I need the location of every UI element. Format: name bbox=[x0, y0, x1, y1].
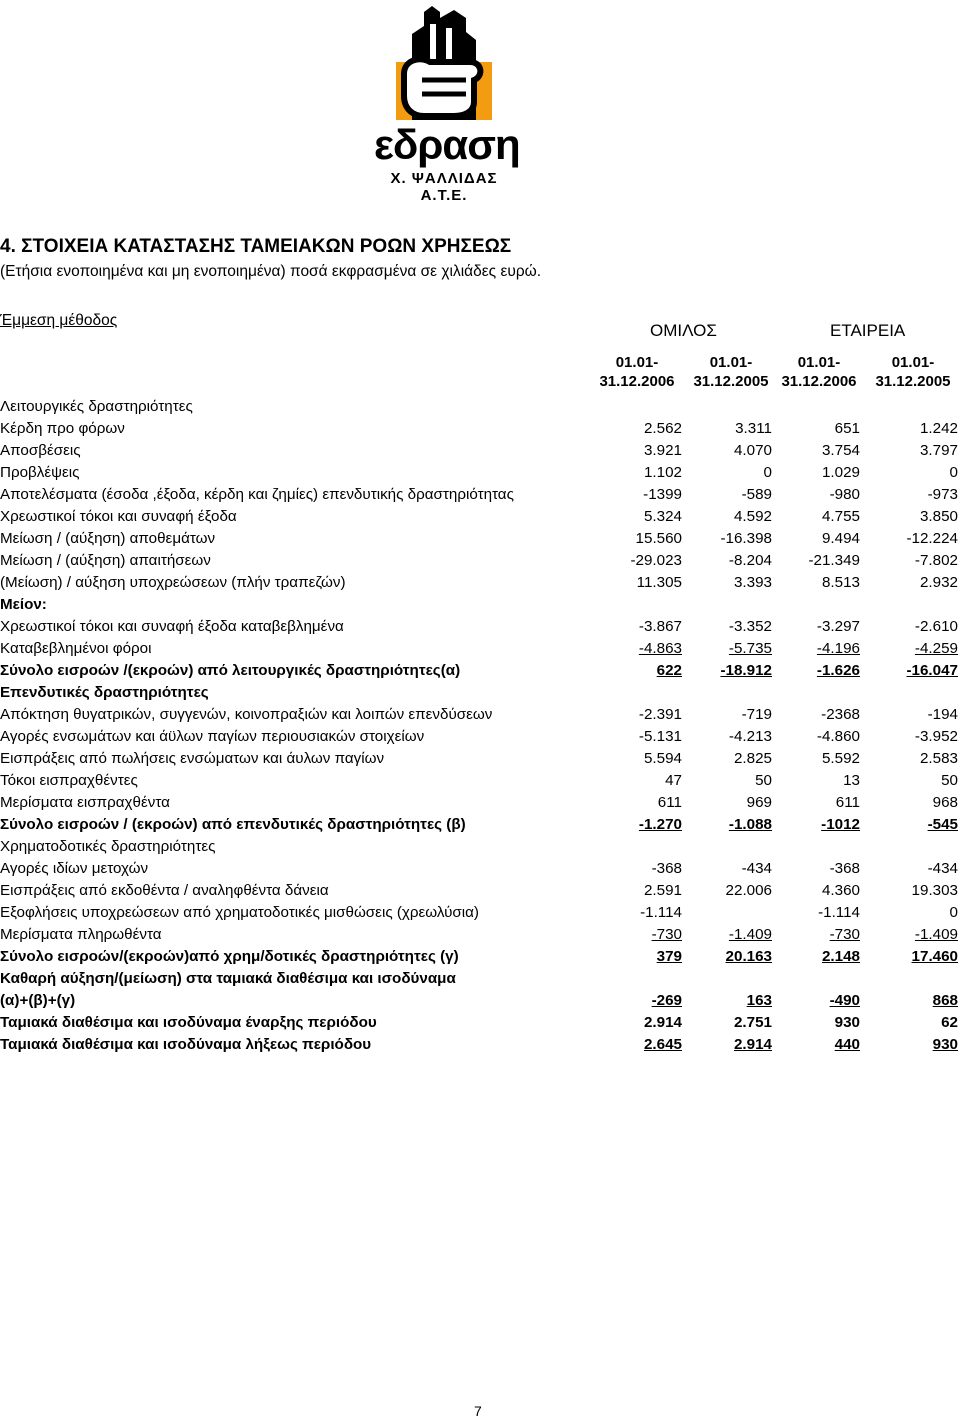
table-row bbox=[0, 550, 960, 572]
row-value-col3: 4.360 bbox=[821, 882, 860, 899]
table-row bbox=[0, 704, 960, 726]
row-label: Μείον: bbox=[0, 596, 47, 613]
row-label: Ταμιακά διαθέσιμα και ισοδύναμα λήξεως περιόδου bbox=[0, 1036, 372, 1053]
row-value-col1: -368 bbox=[651, 860, 682, 877]
column-header-line2: 31.12.2005 bbox=[875, 373, 951, 390]
row-value-col4: -7.802 bbox=[914, 552, 958, 569]
row-value-col4: 62 bbox=[941, 1014, 958, 1031]
column-header-line1: 01.01- bbox=[615, 354, 659, 371]
row-value-col3: 13 bbox=[843, 772, 860, 789]
group-header-etaireia: ΕΤΑΙΡΕΙΑ bbox=[830, 321, 906, 340]
row-value-col3: -980 bbox=[829, 486, 860, 503]
row-label: Απόκτηση θυγατρικών, συγγενών, κοινοπραξιών και λοιπών επενδύσεων bbox=[0, 706, 493, 723]
row-value-col3: -1012 bbox=[821, 816, 860, 833]
column-header-3 bbox=[774, 353, 864, 391]
column-header-line1: 01.01- bbox=[891, 354, 935, 371]
method-label: Έμμεση μέθοδος bbox=[0, 312, 118, 329]
row-label: (α)+(β)+(γ) bbox=[0, 992, 76, 1009]
row-label: Αγορές ενσωμάτων και άϋλων παγίων περιουσιακών στοιχείων bbox=[0, 728, 425, 745]
table-row bbox=[0, 902, 960, 924]
row-value-col4: -545 bbox=[927, 816, 958, 833]
row-value-col4: 3.850 bbox=[919, 508, 958, 525]
table-row bbox=[0, 880, 960, 902]
row-value-col1: 47 bbox=[665, 772, 682, 789]
table-row bbox=[0, 594, 960, 616]
logo-subtitle: Χ. ΨΑΛΛΙΔΑΣ Α.Τ.Ε. bbox=[390, 170, 498, 204]
row-value-col4: 2.932 bbox=[919, 574, 958, 591]
column-header-line2: 31.12.2006 bbox=[781, 373, 857, 390]
row-label: Μερίσματα εισπραχθέντα bbox=[0, 794, 170, 811]
row-label: Προβλέψεις bbox=[0, 464, 80, 481]
table-row bbox=[0, 418, 960, 440]
table-row bbox=[0, 572, 960, 594]
row-value-col2: 2.751 bbox=[733, 1014, 772, 1031]
row-value-col2: -16.398 bbox=[720, 530, 772, 547]
logo-wordmark: εδραση bbox=[374, 121, 520, 168]
table-row bbox=[0, 946, 960, 968]
row-label: Ταμιακά διαθέσιμα και ισοδύναμα έναρξης περιόδου bbox=[0, 1014, 377, 1031]
row-value-col2: -589 bbox=[741, 486, 772, 503]
row-value-col3: 4.755 bbox=[821, 508, 860, 525]
row-value-col3: -4.860 bbox=[816, 728, 860, 745]
row-label: Κέρδη προ φόρων bbox=[0, 420, 125, 437]
section-subtitle: (Ετήσια ενοποιημένα και μη ενοποιημένα) ποσά εκφρασμένα σε χιλιάδες ευρώ. bbox=[0, 263, 542, 280]
row-value-col1: 5.594 bbox=[643, 750, 682, 767]
page-number: 7 bbox=[474, 1403, 482, 1419]
table-row bbox=[0, 506, 960, 528]
row-value-col4: -973 bbox=[927, 486, 958, 503]
row-value-col4: 17.460 bbox=[911, 948, 958, 965]
row-label: Αποτελέσματα (έσοδα ,έξοδα, κέρδη και ζημίες) επενδυτικής δραστηριότητας bbox=[0, 486, 514, 503]
table-row bbox=[0, 726, 960, 748]
row-value-col3: -2368 bbox=[821, 706, 860, 723]
table-row bbox=[0, 1034, 960, 1056]
row-value-col2: -5.735 bbox=[728, 640, 772, 657]
row-value-col1: 11.305 bbox=[636, 574, 682, 591]
row-value-col4: -2.610 bbox=[914, 618, 958, 635]
row-value-col3: -21.349 bbox=[808, 552, 860, 569]
row-value-col2: -4.213 bbox=[728, 728, 772, 745]
row-value-col1: 611 bbox=[657, 794, 682, 811]
row-value-col4: -3.952 bbox=[914, 728, 958, 745]
row-value-col4: -434 bbox=[927, 860, 958, 877]
row-value-col1: -1.114 bbox=[640, 904, 682, 921]
table-row bbox=[0, 924, 960, 946]
column-header-4 bbox=[868, 353, 958, 391]
row-value-col4: 930 bbox=[932, 1036, 958, 1053]
row-value-col2: -8.204 bbox=[728, 552, 772, 569]
row-value-col3: -4.196 bbox=[816, 640, 860, 657]
row-value-col3: -1.626 bbox=[816, 662, 860, 679]
row-value-col2: -3.352 bbox=[728, 618, 772, 635]
table-row bbox=[0, 814, 960, 836]
row-value-col4: -4.259 bbox=[914, 640, 958, 657]
row-value-col2: -1.409 bbox=[728, 926, 772, 943]
column-header-line2: 31.12.2006 bbox=[599, 373, 675, 390]
table-row bbox=[0, 968, 960, 990]
row-label: Χρεωστικοί τόκοι και συναφή έξοδα καταβεβλημένα bbox=[0, 618, 344, 635]
table-row bbox=[0, 396, 960, 418]
row-value-col4: 2.583 bbox=[919, 750, 958, 767]
row-value-col3: -490 bbox=[829, 992, 860, 1009]
row-label: Εισπράξεις από εκδοθέντα / αναληφθέντα δάνεια bbox=[0, 882, 329, 899]
row-value-col4: 968 bbox=[932, 794, 958, 811]
section-title: 4. ΣΤΟΙΧΕΙΑ ΚΑΤΑΣΤΑΣΗΣ ΤΑΜΕΙΑΚΩΝ ΡΟΩΝ ΧΡΗΣΕΩΣ bbox=[0, 236, 512, 257]
row-value-col2: 20.163 bbox=[725, 948, 772, 965]
row-value-col3: 930 bbox=[834, 1014, 860, 1031]
table-row bbox=[0, 1012, 960, 1034]
row-label: Σύνολο εισροών / (εκροών) από επενδυτικές δραστηριότητες (β) bbox=[0, 816, 466, 833]
row-value-col1: 1.102 bbox=[643, 464, 682, 481]
row-value-col2: -434 bbox=[741, 860, 772, 877]
row-value-col1: -4.863 bbox=[638, 640, 682, 657]
row-value-col1: 5.324 bbox=[643, 508, 682, 525]
row-label: Σύνολο εισροών /(εκροών) από λειτουργικές δραστηριότητες(α) bbox=[0, 662, 461, 679]
row-value-col1: -269 bbox=[651, 992, 682, 1009]
table-row bbox=[0, 770, 960, 792]
row-value-col3: 3.754 bbox=[821, 442, 860, 459]
row-label: (Μείωση) / αύξηση υποχρεώσεων (πλήν τραπεζών) bbox=[0, 574, 346, 591]
row-value-col4: 3.797 bbox=[919, 442, 958, 459]
row-value-col1: 3.921 bbox=[643, 442, 682, 459]
row-value-col3: 651 bbox=[834, 420, 860, 437]
row-value-col3: -730 bbox=[829, 926, 860, 943]
row-label: Τόκοι εισπραχθέντες bbox=[0, 772, 138, 789]
row-label: Λειτουργικές δραστηριότητες bbox=[0, 398, 193, 415]
row-value-col1: -3.867 bbox=[638, 618, 682, 635]
row-value-col3: -1.114 bbox=[818, 904, 860, 921]
row-value-col2: 3.311 bbox=[735, 420, 772, 437]
row-label: Μείωση / (αύξηση) αποθεμάτων bbox=[0, 530, 216, 547]
row-value-col4: -12.224 bbox=[906, 530, 958, 547]
row-value-col1: -1399 bbox=[643, 486, 682, 503]
row-value-col1: -730 bbox=[651, 926, 682, 943]
row-value-col2: -719 bbox=[741, 706, 772, 723]
row-value-col2: 0 bbox=[763, 464, 772, 481]
row-label: Καταβεβλημένοι φόροι bbox=[0, 640, 152, 657]
table-row bbox=[0, 660, 960, 682]
row-label: Εισπράξεις από πωλήσεις ενσώματων και άυλων παγίων bbox=[0, 750, 385, 767]
row-value-col4: -194 bbox=[927, 706, 958, 723]
column-header-2 bbox=[686, 353, 776, 391]
row-value-col1: 2.591 bbox=[643, 882, 682, 899]
row-value-col1: -2.391 bbox=[638, 706, 682, 723]
row-value-col2: 3.393 bbox=[733, 574, 772, 591]
row-value-col3: 2.148 bbox=[821, 948, 860, 965]
row-value-col3: 8.513 bbox=[821, 574, 860, 591]
table-row bbox=[0, 638, 960, 660]
row-value-col4: 868 bbox=[932, 992, 958, 1009]
row-value-col2: 4.070 bbox=[733, 442, 772, 459]
row-value-col1: 15.560 bbox=[635, 530, 682, 547]
row-label: Μερίσματα πληρωθέντα bbox=[0, 926, 162, 943]
table-row bbox=[0, 858, 960, 880]
table-row bbox=[0, 748, 960, 770]
building-hand-logo-icon bbox=[374, 4, 514, 124]
row-label: Χρεωστικοί τόκοι και συναφή έξοδα bbox=[0, 508, 237, 525]
table-row bbox=[0, 616, 960, 638]
row-value-col3: 1.029 bbox=[821, 464, 860, 481]
row-label: Μείωση / (αύξηση) απαιτήσεων bbox=[0, 552, 211, 569]
row-label: Χρηματοδοτικές δραστηριότητες bbox=[0, 838, 216, 855]
group-header-omilos: ΟΜΙΛΟΣ bbox=[650, 321, 717, 340]
row-value-col1: -29.023 bbox=[630, 552, 682, 569]
row-value-col2: -18.912 bbox=[720, 662, 772, 679]
row-value-col1: 622 bbox=[656, 662, 682, 679]
row-value-col2: 4.592 bbox=[733, 508, 772, 525]
row-value-col3: 5.592 bbox=[821, 750, 860, 767]
row-value-col3: -3.297 bbox=[816, 618, 860, 635]
column-header-line1: 01.01- bbox=[797, 354, 841, 371]
row-value-col4: -1.409 bbox=[914, 926, 958, 943]
row-label: Επενδυτικές δραστηριότητες bbox=[0, 684, 209, 701]
row-value-col1: -5.131 bbox=[638, 728, 682, 745]
row-value-col1: 2.645 bbox=[643, 1036, 682, 1053]
column-header-1 bbox=[592, 353, 682, 391]
cash-flow-table bbox=[0, 396, 960, 1056]
row-value-col1: 2.562 bbox=[643, 420, 682, 437]
row-value-col1: 379 bbox=[656, 948, 682, 965]
row-label: Αποσβέσεις bbox=[0, 442, 81, 459]
row-value-col3: -368 bbox=[829, 860, 860, 877]
row-value-col2: 163 bbox=[746, 992, 772, 1009]
column-header-line2: 31.12.2005 bbox=[693, 373, 769, 390]
row-label: Εξοφλήσεις υποχρεώσεων από χρηματοδοτικές μισθώσεις (χρεωλύσια) bbox=[0, 904, 479, 921]
row-value-col2: 969 bbox=[746, 794, 772, 811]
row-value-col4: 0 bbox=[949, 904, 958, 921]
table-row bbox=[0, 462, 960, 484]
table-row bbox=[0, 440, 960, 462]
row-value-col2: 22.006 bbox=[725, 882, 772, 899]
row-value-col3: 9.494 bbox=[821, 530, 860, 547]
row-value-col4: 0 bbox=[949, 464, 958, 481]
row-value-col2: -1.088 bbox=[728, 816, 772, 833]
table-row bbox=[0, 836, 960, 858]
row-value-col1: -1.270 bbox=[638, 816, 682, 833]
row-value-col3: 611 bbox=[835, 794, 860, 811]
row-value-col4: 50 bbox=[941, 772, 958, 789]
table-row bbox=[0, 484, 960, 506]
table-row bbox=[0, 528, 960, 550]
column-header-line1: 01.01- bbox=[709, 354, 753, 371]
row-value-col2: 2.825 bbox=[733, 750, 772, 767]
table-row bbox=[0, 990, 960, 1012]
company-logo bbox=[374, 4, 520, 204]
table-row bbox=[0, 682, 960, 704]
row-value-col1: 2.914 bbox=[643, 1014, 682, 1031]
row-value-col4: -16.047 bbox=[906, 662, 958, 679]
row-value-col4: 1.242 bbox=[919, 420, 958, 437]
row-value-col2: 2.914 bbox=[733, 1036, 772, 1053]
table-row bbox=[0, 792, 960, 814]
row-label: Σύνολο εισροών/(εκροών)από χρημ/δοτικές δραστηριότητες (γ) bbox=[0, 948, 459, 965]
row-label: Αγορές ιδίων μετοχών bbox=[0, 860, 149, 877]
row-value-col3: 440 bbox=[834, 1036, 860, 1053]
row-value-col2: 50 bbox=[755, 772, 772, 789]
row-value-col4: 19.303 bbox=[911, 882, 958, 899]
row-label: Καθαρή αύξηση/(μείωση) στα ταμιακά διαθέσιμα και ισοδύναμα bbox=[0, 970, 456, 987]
